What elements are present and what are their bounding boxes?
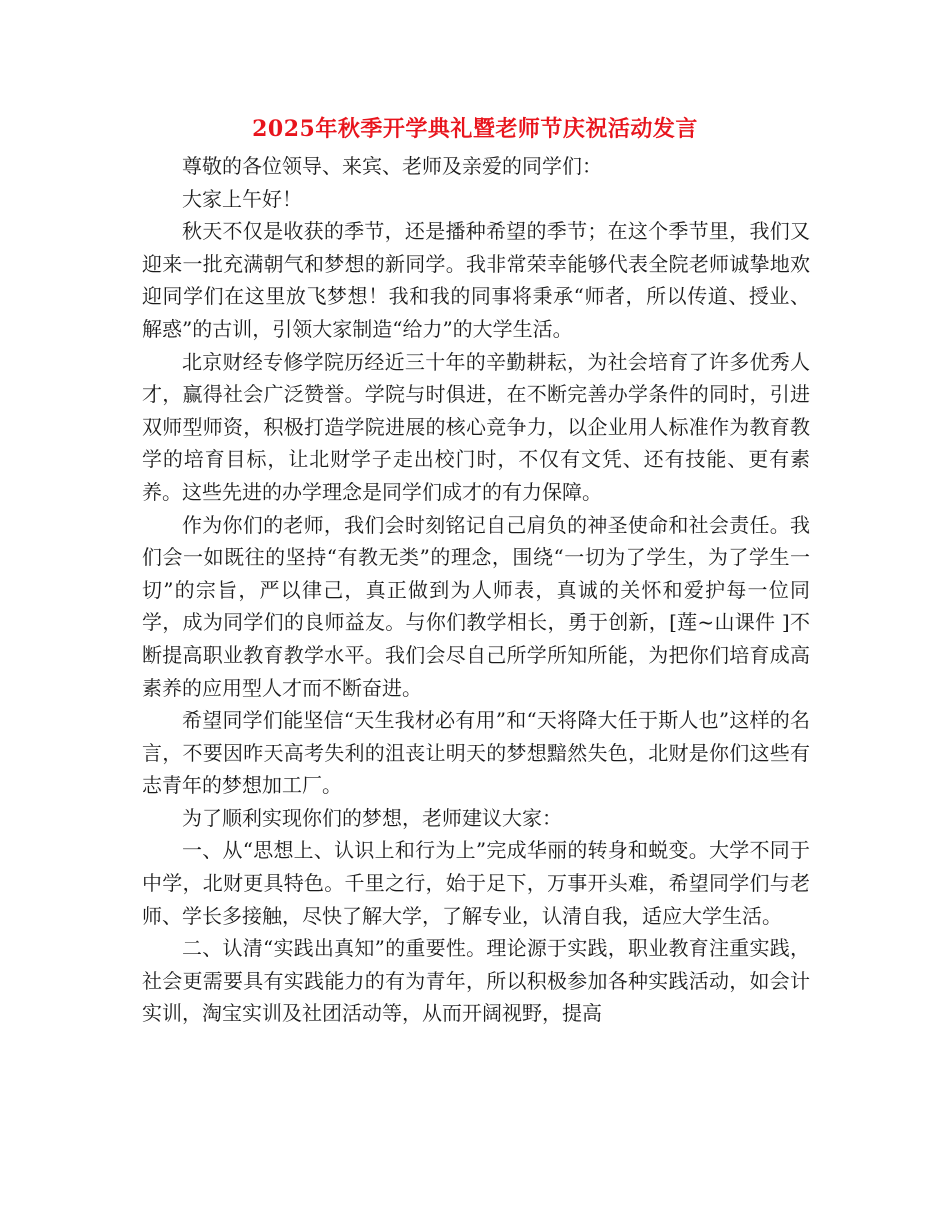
document-title: 2025年秋季开学典礼暨老师节庆祝活动发言 (252, 116, 698, 142)
paragraph: 北京财经专修学院历经近三十年的辛勤耕耘，为社会培育了许多优秀人才，赢得社会广泛赞誉。学院与时俱进，在不断完善办学条件的同时，引进双师型师资，积极打造学院进展的核心竞争力，以企业用人标准作为教育教学的培育目标，让北财学子走出校门时，不仅有文凭、还有技能、更有素养。这些先进的办学理念是同学们成才的有力保障。 (142, 349, 810, 504)
paragraph: 秋天不仅是收获的季节，还是播种希望的季节；在这个季节里，我们又迎来一批充满朝气和梦想的新同学。我非常荣幸能够代表全院老师诚挚地欢迎同学们在这里放飞梦想！我和我的同事将秉承“师者，所以传道、授业、解惑”的古训，引领大家制造“给力”的大学生活。 (142, 219, 810, 341)
paragraph: 希望同学们能坚信“天生我材必有用”和“天将降大任于斯人也”这样的名言，不要因昨天高考失利的沮丧让明天的梦想黯然失色，北财是你们这些有志青年的梦想加工厂。 (142, 708, 810, 798)
paragraph: 为了顺利实现你们的梦想，老师建议大家： (182, 805, 562, 830)
document-body (142, 150, 810, 1030)
salutation: 尊敬的各位领导、来宾、老师及亲爱的同学们： (182, 154, 602, 178)
paragraph: 作为你们的老师，我们会时刻铭记自己肩负的神圣使命和社会责任。我们会一如既往的坚持“有教无类”的理念，围绕“一切为了学生，为了学生一切”的宗旨，严以律己，真正做到为人师表，真诚的关怀和爱护每一位同学，成为同学们的良师益友。与你们教学相长，勇于创新，[莲~山课件 ]不断提高职业教育教学水平。我们会尽自己所学所知所能，为把你们培育成高素养的应用型人才而不断奋进。 (142, 512, 810, 700)
greeting: 大家上午好！ (182, 186, 302, 211)
paragraph: 二、认清“实践出真知”的重要性。理论源于实践，职业教育注重实践，社会更需要具有实践能力的有为青年，所以积极参加各种实践活动，如会计实训，淘宝实训及社团活动等，从而开阔视野，提高 (142, 936, 810, 1026)
paragraph: 一、从“思想上、认识上和行为上”完成华丽的转身和蜕变。大学不同于中学，北财更具特色。千里之行，始于足下，万事开头难，希望同学们与老师、学长多接触，尽快了解大学，了解专业，认清自我，适应大学生活。 (142, 838, 810, 928)
